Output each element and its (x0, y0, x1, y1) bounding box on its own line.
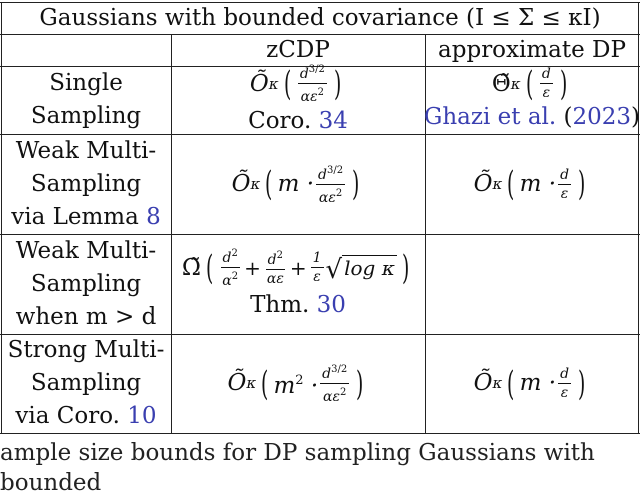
row3-adp (425, 234, 639, 334)
row1-adp-sub: κ (510, 74, 521, 93)
sqrt-icon: √ (325, 254, 343, 285)
row1-zcdp-lparen: ( (283, 63, 291, 104)
row3-zcdp-term1: $\frac{d^2}{\alpha^2}$ (222, 248, 239, 289)
row1-adp-prefix: Θ̃ (491, 70, 511, 97)
row3-zcdp-formula: Ω̃ ( $\frac{d^2}{\alpha^2}$ + $\frac{d^2}{\alpha\varepsilon}$ + $\frac{1}{\varepsilon}$ √ log κ ) (181, 247, 410, 289)
row3-zcdp-term3: $\frac{1}{\varepsilon}$ (312, 250, 322, 285)
row2-zcdp-frac: $\frac{d^{3/2}}{\alpha\varepsilon^2}$ (318, 164, 344, 206)
row1-zcdp-ref: Coro. 34 (248, 108, 348, 134)
row4-zcdp-frac: $\frac{d^{3/2}}{\alpha\varepsilon^2}$ (322, 364, 348, 405)
row1-zcdp-prefix: Õ (249, 70, 269, 97)
row3-zcdp (171, 234, 425, 334)
row1-adp-formula: Θ̃ κ ( $\frac{d}{\varepsilon}$ ) (491, 63, 568, 104)
row2-adp-factor: m · (519, 170, 557, 197)
row4-zcdp-formula: Õ κ ( $m^2$ · $\frac{d^{3/2}}{\alpha\varepsilon^2}$ ) (227, 363, 364, 405)
row3-label-line1: Weak Multi- (15, 237, 157, 264)
row2-label (1, 134, 171, 234)
row1-adp-ref-author-link[interactable]: Ghazi et al. (423, 104, 557, 130)
row1-zcdp-sub: κ (268, 74, 279, 93)
row2-label-ref-link[interactable]: 8 (146, 203, 161, 230)
row4-label-ref-link[interactable]: 10 (127, 403, 157, 429)
col-header-zcdp-text: zCDP (266, 36, 330, 63)
row1-zcdp-rparen: ) (333, 63, 342, 104)
row1-adp-ref-year-link[interactable]: 2023 (572, 104, 632, 130)
row4-label (1, 334, 171, 433)
row3-zcdp-term2: $\frac{d^2}{\alpha\varepsilon}$ (266, 250, 284, 287)
row2-adp-frac: $\frac{d}{\varepsilon}$ (560, 166, 570, 202)
row1-label-line2: Sampling (30, 103, 142, 129)
table-title-text: Gaussians with bounded covariance (I ≤ Σ ≤ κI) (39, 4, 601, 31)
row4-adp (425, 334, 639, 433)
row1-zcdp-formula (250, 62, 346, 105)
row3-label (1, 234, 171, 334)
row3-zcdp-ref-link[interactable]: 30 (316, 292, 346, 318)
row2-label-line1: Weak Multi- (15, 137, 157, 164)
col-header-adp-text: approximate DP (438, 36, 626, 63)
row1-zcdp (171, 63, 425, 134)
row1-adp-ref: Ghazi et al. (2023) (423, 104, 640, 130)
row4-label-line1: Strong Multi- (7, 337, 165, 363)
row2-zcdp-formula: Õ κ ( m · $\frac{d^{3/2}}{\alpha\varepsilon^2}$ ) (231, 164, 360, 206)
table-title (0, 2, 640, 34)
row1-label (1, 66, 171, 134)
row2-adp (425, 134, 639, 234)
row3-zcdp-sqrt: log κ (344, 256, 395, 280)
row2-label-line3: via Lemma 8 (11, 203, 161, 230)
row1-adp (423, 63, 640, 134)
row2-adp-formula: Õ κ ( m · $\frac{d}{\varepsilon}$ ) (473, 164, 586, 204)
caption-text: ample size bounds for DP sampling Gaussians with bounded (0, 440, 595, 496)
row1-zcdp-ref-link[interactable]: 34 (318, 108, 348, 134)
row2-zcdp (171, 134, 425, 234)
row3-label-line3: when m > d (15, 303, 157, 330)
row3-label-line2: Sampling (30, 270, 142, 297)
row4-adp-frac: $\frac{d}{\varepsilon}$ (560, 366, 570, 401)
col-header-adp (425, 34, 639, 66)
rule-bottom (0, 433, 640, 434)
row2-label-line2: Sampling (30, 170, 142, 197)
row4-adp-formula: Õ κ ( m · $\frac{d}{\varepsilon}$ ) (473, 363, 586, 404)
row4-adp-factor: m · (519, 370, 557, 396)
row1-adp-frac: $\frac{d}{\varepsilon}$ (541, 66, 551, 101)
row3-zcdp-ref: Thm. 30 (250, 292, 346, 318)
row1-zcdp-frac: $\frac{d^{3/2}}{\alpha\varepsilon^2}$ (299, 64, 325, 105)
row1-label-line1: Single (49, 70, 123, 96)
row4-label-line3: via Coro. 10 (15, 403, 157, 429)
row4-label-line2: Sampling (30, 370, 142, 396)
row4-zcdp (171, 334, 425, 433)
row2-zcdp-factor: m · (277, 170, 315, 197)
row4-zcdp-factor: $m^2$ · (273, 373, 319, 399)
